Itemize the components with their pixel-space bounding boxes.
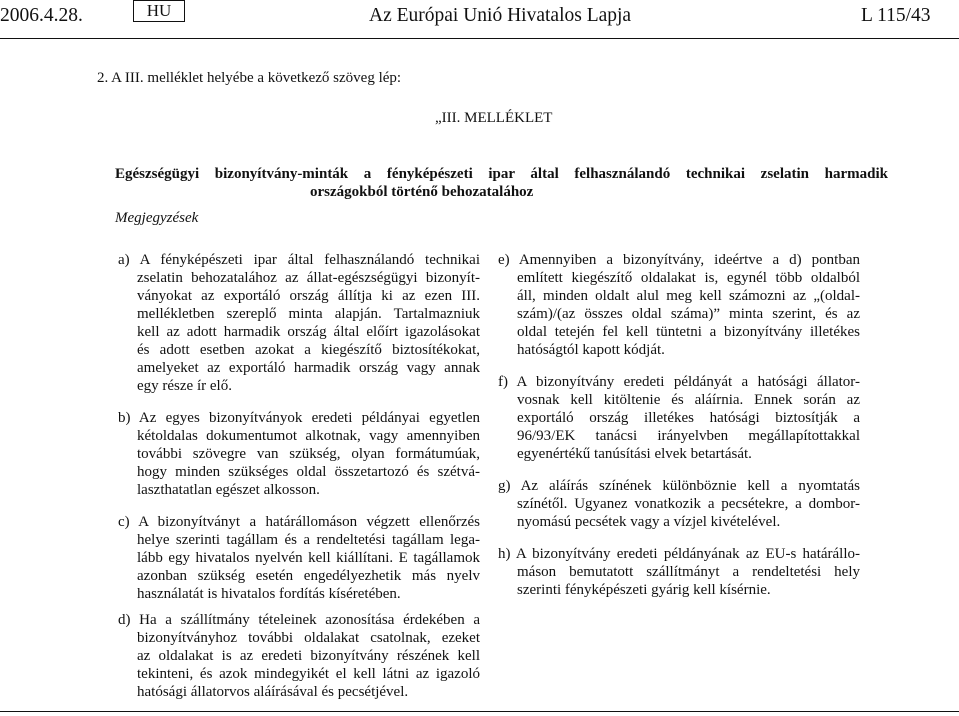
note-a-line: ványokat az exportáló ország állítja ki az ezen III. [137,288,480,304]
note-f-line: 96/93/EK tanácsi irányelvben megállapítottakkal [517,428,860,444]
note-e-line: oldal tetején fel kell tüntetni a bizonyítvány illetékes [517,324,860,340]
note-e-line: említett kiegészítő oldalakat is, egynél több oldalból [517,270,860,286]
note-b-line: hogy minden szükséges oldal összetartozó és szétvá- [137,464,480,480]
note-a-line: a) A fényképészeti ipar által felhasználandó technikai [118,252,480,268]
note-d-line: d) Ha a szállítmány tételeinek azonosítása érdekében a [118,612,480,628]
document-heading-line-2: országokból történő behozatalához [310,184,534,200]
note-h-line: h) A bizonyítvány eredeti példányának az EU-s határállo- [498,546,860,562]
note-a-line: egy része ír elő. [137,378,232,394]
note-a-line: mellékletben szereplő minta alapján. Tartalmazniuk [137,306,480,322]
note-b-line: laszthatatlan egészet alkosson. [137,482,320,498]
note-f-line: f) A bizonyítvány eredeti példányát a hatósági állator- [498,374,860,390]
note-d-line: az oldalakat is az eredeti bizonyítvány részének kell [137,648,480,664]
note-c-line: lább egy hivatalos nyelvén kell kiállítani. E tagállamok [137,550,480,566]
note-a-line: és adott esetben azokat a kiegészítő biztosítékokat, [137,342,480,358]
journal-title: Az Európai Unió Hivatalos Lapja [369,5,632,26]
language-code-badge: HU [133,0,185,22]
note-d-line: tekinteni, és azok mindegyikét el kell látni az igazoló [137,666,480,682]
page-reference: L 115/43 [861,5,931,26]
note-f-line: vosnak kell kitöltenie és aláírnia. Ennek során az [517,392,860,408]
note-c-line: azonban szükség esetén engedélyezhetik más nyelv [137,568,480,584]
note-f-line: exportáló ország illetékes hatósági biztosítják a [517,410,860,426]
note-d-line: hatósági állatorvos aláírásával és pecsétjével. [137,684,409,700]
note-h-line: máson bemutatott szállítmányt a rendeltetési hely [517,564,860,580]
note-g-line: g) Az aláírás színének különböznie kell a nyomtatás [498,478,860,494]
notes-label: Megjegyzések [115,210,199,226]
note-d-line: bizonyítványhoz további oldalakat csatolnak, ezeket [137,630,480,646]
note-h-line: szerinti fényképészeti gyárig kell kísérnie. [517,582,771,598]
amendment-intro: 2. A III. melléklet helyébe a következő szöveg lép: [97,70,402,86]
note-b-line: kétoldalas dokumentumot alkotnak, vagy amennyiben [137,428,480,444]
note-e-line: áll, minden oldalt alul meg kell számozni az „(oldal- [517,288,860,304]
note-e-line: e) Amennyiben a bizonyítvány, ideértve a d) pontban [498,252,860,268]
note-c-line: használatát is hivatalos fordítás kíséretében. [137,586,401,602]
note-e-line: szám)/(az összes oldal száma)” minta szerint, és az [517,306,860,322]
publication-date: 2006.4.28. [0,5,83,26]
note-b-line: b) Az egyes bizonyítványok eredeti példányai egyetlen [118,410,480,426]
note-a-line: zselatin behozatalához az állat-egészségügyi bizonyít- [137,270,480,286]
note-c-line: helye szerinti tagállam és a rendeltetési tagállam lega- [137,532,480,548]
note-c-line: c) A bizonyítványt a határállomáson végzett ellenőrzés [118,514,480,530]
annex-title: „III. MELLÉKLET [435,110,553,126]
note-a-line: amelyeket az exportáló harmadik ország vagy annak [137,360,480,376]
note-a-line: kell az adott harmadik ország által előírt igazolásokat [137,324,480,340]
note-f-line: egyenértékű tanúsítási elvek betartását. [517,446,752,462]
footer-divider [0,711,959,712]
note-g-line: színétől. Ugyanez vonatkozik a pecsétekre, a dombor- [517,496,860,512]
header-divider [0,38,959,39]
note-e-line: hatóságtól kapott kódját. [517,342,665,358]
note-b-line: további szövegre van szükség, olyan formátumúak, [137,446,480,462]
note-g-line: nyomású pecsétek vagy a vízjel kivételével. [517,514,781,530]
document-heading-line-1: Egészségügyi bizonyítvány-minták a fényképészeti ipar által felhasználandó technikai zselatin harmadik [115,166,888,182]
